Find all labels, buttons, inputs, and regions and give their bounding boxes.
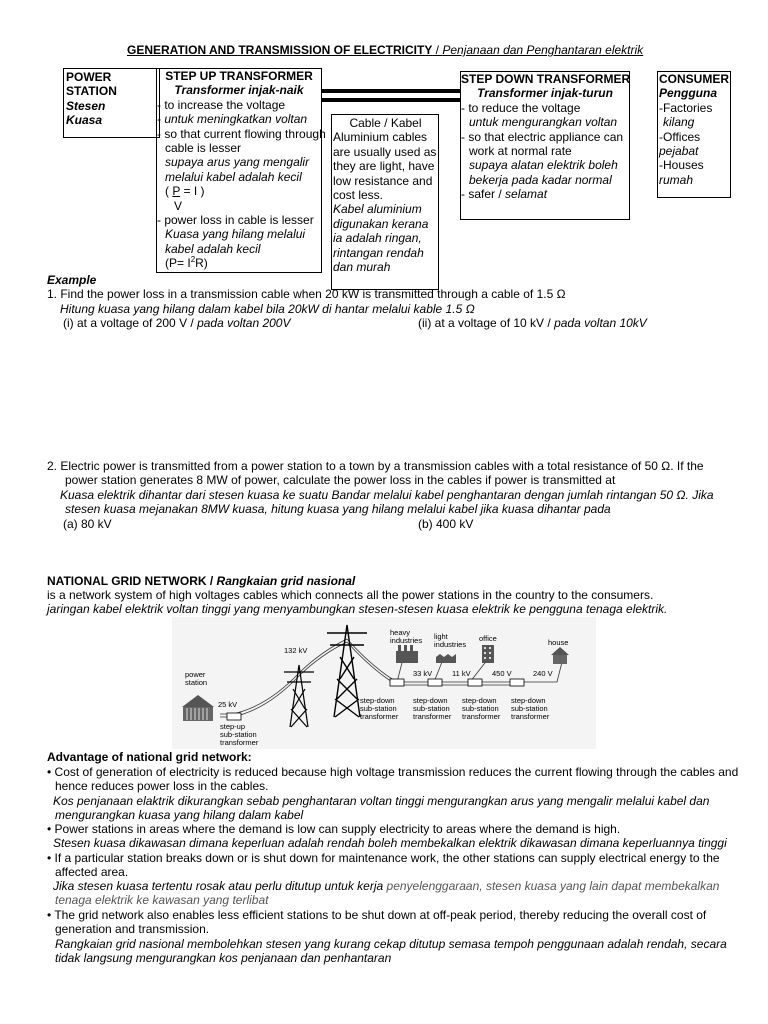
diagram-step-down-label <box>511 696 550 721</box>
q1-i-ms: pada voltan 200V <box>197 316 291 330</box>
step-down-substation-icon <box>390 679 404 686</box>
diagram-label-line: step-down <box>413 696 448 705</box>
cable-text-ms: dan murah <box>333 260 391 275</box>
power-station-label: POWER <box>66 70 112 84</box>
cable-box <box>331 114 439 290</box>
step-down-subheading: Transformer injak-turun <box>477 86 613 101</box>
diagram-240v-label: 240 V <box>533 669 553 678</box>
diagram-house-label: house <box>548 638 569 647</box>
step-down-heading: STEP DOWN TRANSFORMER <box>461 72 631 86</box>
diagram-11kv-label: 11 kV <box>452 669 471 678</box>
formula-p: P <box>172 184 181 199</box>
example-label: Example <box>47 273 97 287</box>
step-up-point: - so that current flowing through <box>157 126 326 141</box>
advantage-item: • Cost of generation of electricity is reduced because high voltage transmission reduces the current flowing through the cables and <box>47 765 739 779</box>
power-station-box <box>63 68 160 138</box>
advantage-item-ms: Rangkaian grid nasional membolehkan stesen yang kurang cekap ditutup semasa tempoh penggunaan adalah rendah, secara <box>55 937 727 951</box>
diagram-label-line: sub-station <box>360 704 397 713</box>
diagram-power-station-label <box>185 670 207 687</box>
step-up-substation-icon <box>227 713 241 720</box>
power-station-label-2: STATION <box>66 84 117 99</box>
national-grid-diagram <box>172 617 596 749</box>
diagram-step-down-label <box>413 696 452 721</box>
question-2-ms: Kuasa elektrik dihantar dari stesen kuasa ke suatu Bandar melalui kabel penghantaran dengan jumlah rintangan 50 Ω. Jika <box>60 488 714 502</box>
diagram-label-line: transformer <box>413 712 452 721</box>
step-down-substation-icon <box>468 679 482 686</box>
step-down-point: - so that electric appliance can <box>461 129 624 144</box>
grid-description: is a network system of high voltages cables which connects all the power stations in the country to the consumers. <box>47 588 654 602</box>
diagram-33kv-label: 33 kV <box>413 669 433 678</box>
cable-text: cost less. <box>333 188 384 203</box>
consumer-item-ms: rumah <box>659 172 694 187</box>
formula-eq: = I ) <box>180 184 205 199</box>
diagram-label-line: sub-station <box>413 704 450 713</box>
diagram-132kv-label: 132 kV <box>284 646 308 655</box>
step-up-point-ms: melalui kabel adalah kecil <box>165 169 302 184</box>
consumer-item: -Offices <box>659 129 701 144</box>
step-down-point-ms: supaya alatan elektrik boleh <box>469 158 618 173</box>
question-1-part-ii <box>418 316 647 330</box>
step-up-subheading: Transformer injak-naik <box>174 83 304 98</box>
question-1-ms: Hitung kuasa yang hilang dalam kabel bila 20kW di hantar melalui kable 1.5 Ω <box>60 302 475 316</box>
cable-text-ms: ia adalah ringan, <box>333 231 422 246</box>
cable-text-ms: rintangan rendah <box>333 245 424 260</box>
question-2-ms-cont: stesen kuasa mejanakan 8MW kuasa, hitung kuasa yang hilang melalui kabel jika kuasa dihantar pada <box>65 502 611 516</box>
cable-text-ms: digunakan kerana <box>333 216 429 231</box>
consumer-box <box>657 71 731 198</box>
cable-text: they are light, have <box>333 159 435 174</box>
advantage-item-ms: Kos penjanaan elaktrik dikurangkan sebab penghantaran voltan tinggi mengurangkan arus yang mengalir melalui kabel dan <box>53 794 710 808</box>
formula-v: V <box>174 198 183 213</box>
diagram-label-line: transformer <box>220 738 259 747</box>
step-down-point-ms: untuk mengurangkan voltan <box>469 115 618 130</box>
question-1-part-i <box>63 316 291 330</box>
diagram-label-line: heavy <box>390 628 411 637</box>
step-down-point: - to reduce the voltage <box>461 100 581 115</box>
advantage-item-ms-cont: mengurangkan kuasa yang hilang dalam kabel <box>55 808 304 822</box>
grid-heading <box>47 574 355 588</box>
advantage-item-cont: affected area. <box>55 865 129 879</box>
grid-heading-ms: Rangkaian grid nasional <box>216 574 356 588</box>
question-2-cont: power station generates 8 MW of power, calculate the power loss in the cables if power is transmitted at <box>65 473 616 487</box>
advantage-item-ms: Stesen kuasa dikawasan dimana keperluan adalah rendah boleh membekalkan elektrik dikawasan dimana keperluannya tinggi <box>53 836 727 850</box>
cable-text: Aluminium cables <box>333 130 428 145</box>
consumer-item: -Houses <box>659 158 704 173</box>
step-up-point-cont: cable is lesser <box>165 141 242 156</box>
step-up-heading: STEP UP TRANSFORMER <box>165 69 313 83</box>
step-down-transformer-box <box>460 71 630 220</box>
step-down-point-cont: work at normal rate <box>469 144 572 159</box>
question-2-part-a: (a) 80 kV <box>63 517 112 531</box>
formula-current <box>157 184 321 198</box>
advantage-item: • If a particular station breaks down or is shut down for maintenance work, the other stations can supply electrical energy to the <box>47 851 720 865</box>
cable-heading: Cable / Kabel <box>349 116 422 130</box>
step-up-point: - power loss in cable is lesser <box>157 213 314 228</box>
transmission-line <box>322 89 460 93</box>
cable-text: are usually used as <box>333 144 437 159</box>
advantage-item-cont: hence reduces power loss in the cables. <box>55 779 269 793</box>
diagram-label-line: sub-station <box>220 730 257 739</box>
question-2-part-b: (b) 400 kV <box>418 517 474 531</box>
step-up-point: - to increase the voltage <box>157 97 286 112</box>
power-station-label-ms: Stesen <box>66 98 106 113</box>
formula-sup: 2 <box>190 255 196 265</box>
diagram-label-line: sub-station <box>462 704 499 713</box>
advantage-item-ms-cont: tenaga elektrik ke kawasan yang terlibat <box>55 893 269 907</box>
advantages-heading: Advantage of national grid network: <box>47 750 252 764</box>
advantage-item: • The grid network also enables less efficient stations to be shut down at off-peak period, thereby reducing the overall cost of <box>47 908 707 922</box>
formula-open: ( <box>165 184 173 199</box>
title-ms: Penjanaan dan Penghantaran elektrik <box>442 43 644 57</box>
step-down-point <box>461 187 629 201</box>
safer-label: - safer / <box>461 187 506 202</box>
step-up-point-ms: supaya arus yang mengalir <box>165 155 310 170</box>
formula-post: R) <box>195 256 208 271</box>
diagram-label-line: light <box>434 632 448 641</box>
diagram-label-line: industries <box>390 636 423 645</box>
q1-i-en: (i) at a voltage of 200 V / <box>63 316 198 330</box>
grid-description-ms: jaringan kabel elektrik voltan tinggi yang menyambungkan stesen-stesen kuasa elektrik ke pengguna tenaga elektrik. <box>47 602 668 616</box>
diagram-label-line: step-down <box>511 696 546 705</box>
transmission-line <box>322 98 460 102</box>
diagram-label-line: transformer <box>462 712 501 721</box>
diagram-450v-label: 450 V <box>492 669 512 678</box>
advantage-ms-part: Jika stesen kuasa tertentu rosak atau perlu ditutup untuk kerja <box>53 879 387 893</box>
question-1: 1. Find the power loss in a transmission cable when 20 kW is transmitted through a cable of 1.5 Ω <box>47 287 566 301</box>
advantage-item-ms <box>53 879 719 893</box>
diagram-label-line: station <box>185 678 208 687</box>
advantage-item: • Power stations in areas where the demand is low can supply electricity to areas where the demand is high. <box>47 822 621 836</box>
diagram-label-line: industries <box>434 640 467 649</box>
consumer-item-ms: kilang <box>663 115 695 130</box>
diagram-office-label: office <box>479 634 497 643</box>
formula-power-loss <box>157 256 321 270</box>
step-up-point-ms: Kuasa yang hilang melalui <box>165 227 306 242</box>
office-icon <box>482 645 494 663</box>
power-station-label-ms-2: Kuasa <box>66 113 103 128</box>
diagram-label-line: transformer <box>360 712 399 721</box>
consumer-heading-ms: Pengguna <box>659 86 718 101</box>
consumer-item-ms: pejabat <box>659 144 699 159</box>
consumer-item: -Factories <box>659 100 713 115</box>
diagram-label-line: sub-station <box>511 704 548 713</box>
advantage-item-ms-cont: tidak langsung mengurangkan kos penjanaan dan penhantaran <box>55 951 392 965</box>
grid-heading-en: NATIONAL GRID NETWORK / <box>47 574 217 588</box>
diagram-label-line: power <box>185 670 206 679</box>
advantage-ms-part-grey: penyelenggaraan, stesen kuasa yang lain dapat membekalkan <box>386 879 720 893</box>
advantage-item-cont: generation and transmission. <box>55 922 210 936</box>
formula-pre: (P= I <box>165 256 191 271</box>
diagram-step-down-label <box>462 696 501 721</box>
step-up-transformer-box <box>156 68 326 273</box>
question-2: 2. Electric power is transmitted from a power station to a town by a transmission cables with a total resistance of 50 Ω. If the <box>47 459 704 473</box>
safer-label-ms: selamat <box>505 187 548 202</box>
diagram-step-down-label <box>360 696 399 721</box>
title-sep: / <box>432 43 443 57</box>
diagram-label-line: step-down <box>360 696 395 705</box>
diagram-25kv-label: 25 kV <box>218 700 238 709</box>
q1-ii-ms: pada voltan 10kV <box>554 316 647 330</box>
diagram-label-line: transformer <box>511 712 550 721</box>
diagram-label-line: step-down <box>462 696 497 705</box>
title-en: GENERATION AND TRANSMISSION OF ELECTRICITY <box>127 43 433 57</box>
q1-ii-en: (ii) at a voltage of 10 kV / <box>418 316 555 330</box>
page-title <box>127 43 643 57</box>
step-up-point-ms: kabel adalah kecil <box>165 241 261 256</box>
diagram-label-line: step-up <box>220 722 246 731</box>
consumer-heading: CONSUMER <box>659 72 730 86</box>
step-down-substation-icon <box>428 679 442 686</box>
cable-text-ms: Kabel aluminium <box>333 202 422 217</box>
step-down-substation-icon <box>510 679 524 686</box>
step-down-point-ms: bekerja pada kadar normal <box>469 172 612 187</box>
cable-text: low resistance and <box>333 173 433 188</box>
step-up-point-ms: - untuk meningkatkan voltan <box>157 112 308 127</box>
